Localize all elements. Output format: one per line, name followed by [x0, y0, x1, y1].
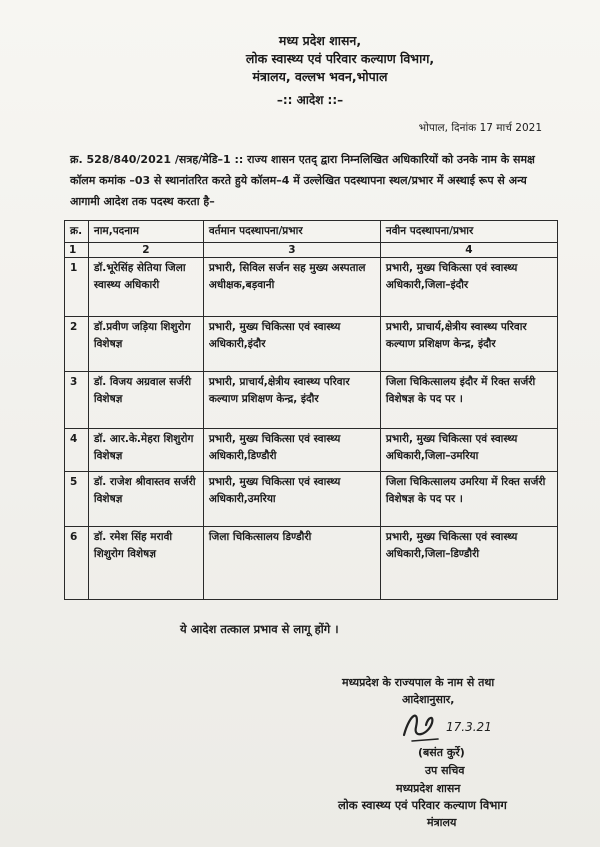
- row-name: डॉ. विजय अग्रवाल सर्जरी विशेषज्ञ: [88, 372, 203, 429]
- table-row: [65, 258, 558, 317]
- row-new-posting: प्रभारी, प्राचार्य,क्षेत्रीय स्वास्थ्य परिवार कल्याण प्रशिक्षण केन्द्र, इंदौर: [380, 317, 557, 372]
- row-serial: 5: [65, 472, 89, 527]
- header-government: मध्य प्रदेश शासन,: [278, 33, 362, 48]
- order-body-text: [70, 149, 550, 212]
- row-serial: 4: [65, 429, 89, 472]
- signatory-government: मध्यप्रदेश शासन: [396, 782, 461, 795]
- closing-statement: ये आदेश तत्काल प्रभाव से लागू होंगे ।: [180, 622, 339, 636]
- transfer-table: [64, 220, 558, 600]
- row-current-posting: प्रभारी, सिविल सर्जन सह मुख्य अस्पताल अधीक्षक,बड़वानी: [203, 258, 380, 317]
- row-serial: 2: [65, 317, 89, 372]
- signature-date: 17.3.21: [446, 720, 492, 734]
- header-serial: क्र.: [65, 221, 89, 243]
- row-name: डॉ. राजेश श्रीवास्तव सर्जरी विशेषज्ञ: [88, 472, 203, 527]
- header-address: मंत्रालय, वल्लभ भवन,भोपाल: [252, 69, 388, 84]
- signatory-designation: उप सचिव: [425, 764, 465, 777]
- header-new-posting: नवीन पदस्थापना/प्रभार: [380, 221, 557, 243]
- row-name: डॉ. रमेश सिंह मरावी शिशुरोग विशेषज्ञ: [88, 527, 203, 600]
- row-name: डॉ.प्रवीण जड़िया शिशुरोग विशेषज्ञ: [88, 317, 203, 372]
- row-name: डॉ.भूरेसिंह सेतिया जिला स्वास्थ्य अधिकारी: [88, 258, 203, 317]
- row-current-posting: प्रभारी, मुख्य चिकित्सा एवं स्वास्थ्य अधिकारी,उमरिया: [203, 472, 380, 527]
- row-new-posting: प्रभारी, मुख्य चिकित्सा एवं स्वास्थ्य अधिकारी,जिला–इंदौर: [380, 258, 557, 317]
- row-new-posting: जिला चिकित्सालय उमरिया में रिक्त सर्जरी विशेषज्ञ के पद पर ।: [380, 472, 557, 527]
- row-serial: 6: [65, 527, 89, 600]
- order-body-paragraph: क्र. 528/840/2021 /सत्रह/मेडि–1 :: राज्य शासन एतद् द्वारा निम्नलिखित अधिकारियों को उनके नाम के समक्ष कॉलम कमांक –03 से स्थानांतरित करते हुये कॉलम–4 में उल्लेखित पदस्थापना स्थल/प्रभार में अस्थाई रूप से अन्य आगामी आदेश तक पदस्थ करता है–: [70, 153, 535, 208]
- row-name: डॉ. आर.के.मेहरा शिशुरोग विशेषज्ञ: [88, 429, 203, 472]
- header-name: नाम,पदनाम: [88, 221, 203, 243]
- row-new-posting: प्रभारी, मुख्य चिकित्सा एवं स्वास्थ्य अधिकारी,जिला–उमरिया: [380, 429, 557, 472]
- signatory-office: मंत्रालय: [427, 816, 457, 829]
- table-row: [65, 472, 558, 527]
- header-current-posting: वर्तमान पदस्थापना/प्रभार: [203, 221, 380, 243]
- signature-order-line: आदेशानुसार,: [402, 693, 455, 706]
- row-new-posting: प्रभारी, मुख्य चिकित्सा एवं स्वास्थ्य अधिकारी,जिला–डिण्डौरी: [380, 527, 557, 600]
- column-number-row: [65, 243, 558, 258]
- table-row: [65, 372, 558, 429]
- table-header-row: [65, 221, 558, 243]
- row-serial: 1: [65, 258, 89, 317]
- header-department: लोक स्वास्थ्य एवं परिवार कल्याण विभाग,: [245, 51, 435, 66]
- col-number: 4: [380, 243, 557, 258]
- order-date: भोपाल, दिनांक 17 मार्च 2021: [418, 122, 542, 134]
- signature-authority-line: मध्यप्रदेश के राज्यपाल के नाम से तथा: [342, 676, 495, 689]
- col-number: 3: [203, 243, 380, 258]
- signatory-name: (बसंत कुर्रे): [418, 746, 465, 759]
- row-serial: 3: [65, 372, 89, 429]
- handwritten-signature: [398, 705, 508, 745]
- signatory-department: लोक स्वास्थ्य एवं परिवार कल्याण विभाग: [338, 798, 507, 812]
- col-number: 2: [88, 243, 203, 258]
- row-current-posting: जिला चिकित्सालय डिण्डौरी: [203, 527, 380, 600]
- table-row: [65, 527, 558, 600]
- row-current-posting: प्रभारी, प्राचार्य,क्षेत्रीय स्वास्थ्य परिवार कल्याण प्रशिक्षण केन्द्र, इंदौर: [203, 372, 380, 429]
- col-number: 1: [65, 243, 89, 258]
- row-new-posting: जिला चिकित्सालय इंदौर में रिक्त सर्जरी विशेषज्ञ के पद पर ।: [380, 372, 557, 429]
- row-current-posting: प्रभारी, मुख्य चिकित्सा एवं स्वास्थ्य अधिकारी,डिण्डौरी: [203, 429, 380, 472]
- table-row: [65, 429, 558, 472]
- row-current-posting: प्रभारी, मुख्य चिकित्सा एवं स्वास्थ्य अधिकारी,इंदौर: [203, 317, 380, 372]
- table-row: [65, 317, 558, 372]
- order-title: –:: आदेश ::–: [276, 93, 344, 107]
